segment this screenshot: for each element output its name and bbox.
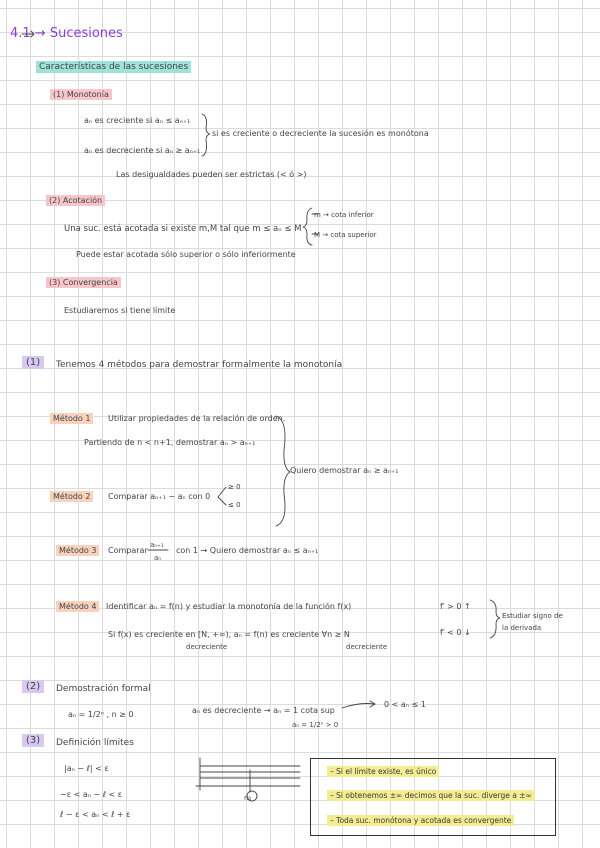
metodo3-label-text: Método 3 [56, 545, 99, 556]
compare-bracket-icon [218, 487, 226, 505]
brace-methods-icon [276, 416, 290, 526]
section3-eq1: |aₙ − ℓ| < ε [64, 764, 109, 773]
acotacion-m-note: m → cota inferior [314, 211, 374, 219]
metodo3-frac-den: aₙ [154, 554, 162, 562]
section1-heading: Tenemos 4 métodos para demostrar formalmente la monotonía [56, 360, 343, 370]
section1-brace-note: Quiero demostrar aₙ ≥ aₙ₊₁ [290, 466, 399, 475]
convergencia-text: Estudiaremos si tiene límite [64, 306, 176, 315]
metodo4-side-note-2: la derivada [502, 624, 542, 632]
title-arrow-icon [22, 31, 34, 37]
section3-eq3: ℓ − ε < aₙ < ℓ + ε [60, 810, 131, 819]
metodo2-label-text: Método 2 [50, 491, 93, 502]
metodo4-side-note-1: Estudiar signo de [502, 612, 563, 620]
brace-monotonia-icon [202, 114, 210, 156]
metodo1-label-text: Método 1 [50, 413, 93, 424]
section3-note-2-text: – Si obtenemos ±∞ decimos que la suc. diverge a ±∞ [327, 790, 535, 801]
metodo2-le: ≤ 0 [228, 501, 241, 509]
section2-claim: aₙ es decreciente → aₙ = 1 cota sup [192, 706, 335, 715]
metodo2-ge: ≥ 0 [228, 483, 241, 491]
section3-note-1-text: – Si el límite existe, es único [327, 766, 439, 777]
section1-label-text: (1) [22, 356, 44, 369]
monotonia-brace-note: si es creciente o decreciente la sucesión es monótona [212, 129, 429, 138]
brace-derivative-icon [490, 600, 500, 638]
brace-acotacion-icon [303, 208, 312, 245]
acotacion-def: Una suc. está acotada si existe m,M tal que m ≤ aₙ ≤ M [64, 224, 302, 234]
acotacion-partial: Puede estar acotada sólo superior o sólo inferiormente [76, 250, 296, 259]
monotonia-decreciente: aₙ es decreciente si aₙ ≥ aₙ₊₁ [84, 146, 201, 155]
section3-note-3-text: – Toda suc. monótona y acotada es convergente [327, 815, 514, 826]
acotacion-M-note: M → cota superior [314, 231, 377, 239]
section3-eq2: −ε < aₙ − ℓ < ε [60, 790, 123, 799]
section2-result: 0 < aₙ ≤ 1 [384, 700, 426, 709]
metodo2-text: Comparar aₙ₊₁ − aₙ con 0 [108, 492, 211, 501]
caracteristicas-heading-text: Características de las sucesiones [36, 61, 191, 73]
metodo4-text: Identificar aₙ = f(n) y estudiar la monotonía de la función f(x) [106, 602, 352, 611]
section3-label-text: (3) [22, 734, 44, 747]
section2-formula: aₙ = 1/2ⁿ , n ≥ 0 [68, 710, 134, 719]
monotonia-creciente: aₙ es creciente si aₙ ≤ aₙ₊₁ [84, 116, 191, 125]
section2-heading: Demostración formal [56, 684, 151, 694]
metodo4-fprime-pos: f′ > 0 ↑ [440, 602, 471, 611]
monotonia-label-text: (1) Monotonía [50, 89, 112, 100]
convergencia-label-text: (3) Convergencia [46, 277, 121, 288]
metodo3-text-pre: Comparar [108, 546, 148, 555]
metodo4-fprime-neg: f′ < 0 ↓ [440, 628, 471, 637]
metodo4-label-text: Método 4 [56, 601, 99, 612]
graph-n0-circle-icon [247, 791, 257, 801]
metodo4-line2: Si f(x) es creciente en [N, +∞), aₙ = f(n) es creciente ∀n ≥ N [108, 630, 350, 639]
metodo4-under2: decreciente [346, 643, 388, 651]
acotacion-label-text: (2) Acotación [46, 195, 105, 206]
metodo4-under1: decreciente [186, 643, 228, 651]
section3-heading: Definición límites [56, 738, 134, 748]
section2-claim2: aₙ = 1/2ⁿ > 0 [292, 721, 339, 729]
section2-label-text: (2) [22, 680, 44, 693]
monotonia-strict-note: Las desigualdades pueden ser estrictas (< ó >) [116, 170, 307, 179]
metodo1-text: Utilizar propiedades de la relación de orden. [108, 414, 286, 423]
result-arrow-icon [342, 701, 375, 708]
metodo1-sub: Partiendo de n < n+1, demostrar aₙ > aₙ₊₁ [84, 438, 256, 447]
page-title: 4.1 → Sucesiones [10, 26, 123, 41]
metodo3-text-post: con 1 → Quiero demostrar aₙ ≤ aₙ₊₁ [176, 546, 319, 555]
section3-graph-label: n₀ [244, 794, 252, 802]
metodo3-frac-num: aₙ₊₁ [150, 541, 164, 549]
